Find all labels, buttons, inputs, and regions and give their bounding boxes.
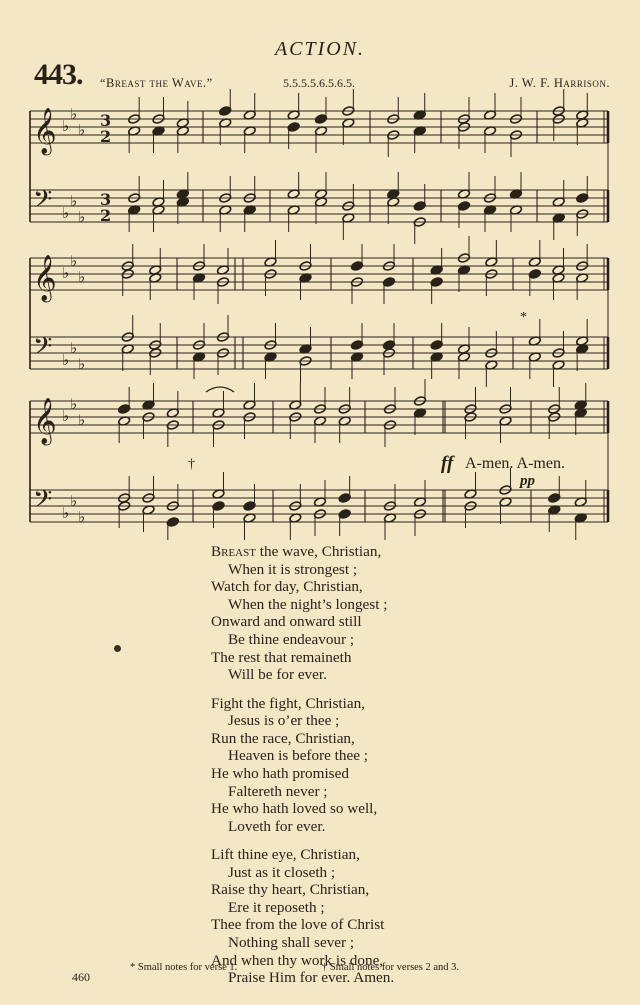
time-signature-bottom: 2 xyxy=(100,127,112,146)
flat-icon: ♭ xyxy=(70,395,78,413)
hymn-lyrics xyxy=(211,543,394,998)
flat-icon: ♭ xyxy=(70,252,78,270)
flat-icon: ♭ xyxy=(62,351,70,369)
lyric-line: Will be for ever. xyxy=(228,666,327,684)
meter: 5.5.5.5.6.5.6.5. xyxy=(283,76,355,90)
lyric-line: Faltereth never ; xyxy=(228,782,328,800)
flat-icon: ♭ xyxy=(62,204,70,222)
bass-clef-icon: 𝄢 xyxy=(33,485,53,520)
flat-icon: ♭ xyxy=(78,208,86,226)
time-signature-top: 3 xyxy=(100,111,112,130)
dynamic-ff: ff xyxy=(441,453,454,474)
flat-icon: ♭ xyxy=(78,411,86,429)
lyric-line: Praise Him for ever. Amen. xyxy=(228,969,395,987)
amen-text: A-men. A-men. xyxy=(465,455,565,472)
lyric-line: He who hath promised xyxy=(211,764,349,782)
dagger-mark: † xyxy=(188,457,195,472)
flat-icon: ♭ xyxy=(62,504,70,522)
lyric-line: Loveth for ever. xyxy=(228,817,326,835)
lyric-line: Jesus is o’er thee ; xyxy=(228,712,340,730)
lyric-line: Onward and onward still xyxy=(211,613,362,631)
dynamic-pp: pp xyxy=(520,473,535,489)
time-signature-top: 3 xyxy=(100,190,112,209)
footnote-verse-1: * Small notes for verse 1. xyxy=(130,962,238,973)
flat-icon: ♭ xyxy=(78,121,86,139)
lyric-line: Nothing shall sever ; xyxy=(228,934,355,952)
lyric-line: Lift thine eye, Christian, xyxy=(211,846,360,864)
flat-icon: ♭ xyxy=(78,508,86,526)
lyric-line xyxy=(211,543,394,561)
lyric-line: Ere it reposeth ; xyxy=(228,898,325,916)
section-title: ACTION. xyxy=(274,38,366,60)
flat-icon: ♭ xyxy=(70,492,78,510)
treble-clef-icon: 𝄞 xyxy=(33,108,57,154)
hymn-number: 443. xyxy=(34,58,83,91)
footnote-verses-2-3: † Small notes for verses 2 and 3. xyxy=(322,962,460,973)
lyric-line: Just as it closeth ; xyxy=(228,863,336,881)
treble-clef-icon: 𝄞 xyxy=(33,255,57,301)
lyric-line: The rest that remaineth xyxy=(211,648,352,666)
ink-spot xyxy=(114,645,121,652)
flat-icon: ♭ xyxy=(70,339,78,357)
bass-clef-icon: 𝄢 xyxy=(33,185,53,220)
treble-clef-icon: 𝄞 xyxy=(33,398,57,444)
composer: J. W. F. Harrison. xyxy=(509,76,610,90)
lyric-line: Thee from the love of Christ xyxy=(211,916,385,934)
lyric-line: Watch for day, Christian, xyxy=(211,578,363,596)
page-number: 460 xyxy=(72,970,90,984)
bass-clef-icon: 𝄢 xyxy=(33,332,53,367)
star-mark: * xyxy=(520,310,527,325)
flat-icon: ♭ xyxy=(70,105,78,123)
slur xyxy=(206,387,234,392)
lyric-line: And when thy work is done, xyxy=(211,951,384,969)
flat-icon: ♭ xyxy=(78,355,86,373)
stanza-1 xyxy=(211,543,394,684)
lyric-line: When the night’s longest ; xyxy=(228,595,388,613)
lyric-line: He who hath loved so well, xyxy=(211,800,378,818)
lyric-text: the wave, Christian, xyxy=(255,543,382,560)
lyric-line: Heaven is before thee ; xyxy=(228,747,368,765)
flat-icon: ♭ xyxy=(62,407,70,425)
flat-icon: ♭ xyxy=(62,117,70,135)
time-signature-bottom: 2 xyxy=(100,206,112,225)
lyric-line: When it is strongest ; xyxy=(228,560,358,578)
flat-icon: ♭ xyxy=(62,264,70,282)
lyric-line: Raise thy heart, Christian, xyxy=(211,881,370,899)
drop-word: Breast xyxy=(211,543,256,560)
lyric-line: Fight the fight, Christian, xyxy=(211,694,365,712)
flat-icon: ♭ xyxy=(78,268,86,286)
lyric-line: Be thine endeavour ; xyxy=(228,630,355,648)
tune-name: “Breast the Wave.” xyxy=(100,76,213,90)
flat-icon: ♭ xyxy=(70,192,78,210)
stanza-2 xyxy=(211,695,394,836)
lyric-line: Run the race, Christian, xyxy=(211,729,355,747)
